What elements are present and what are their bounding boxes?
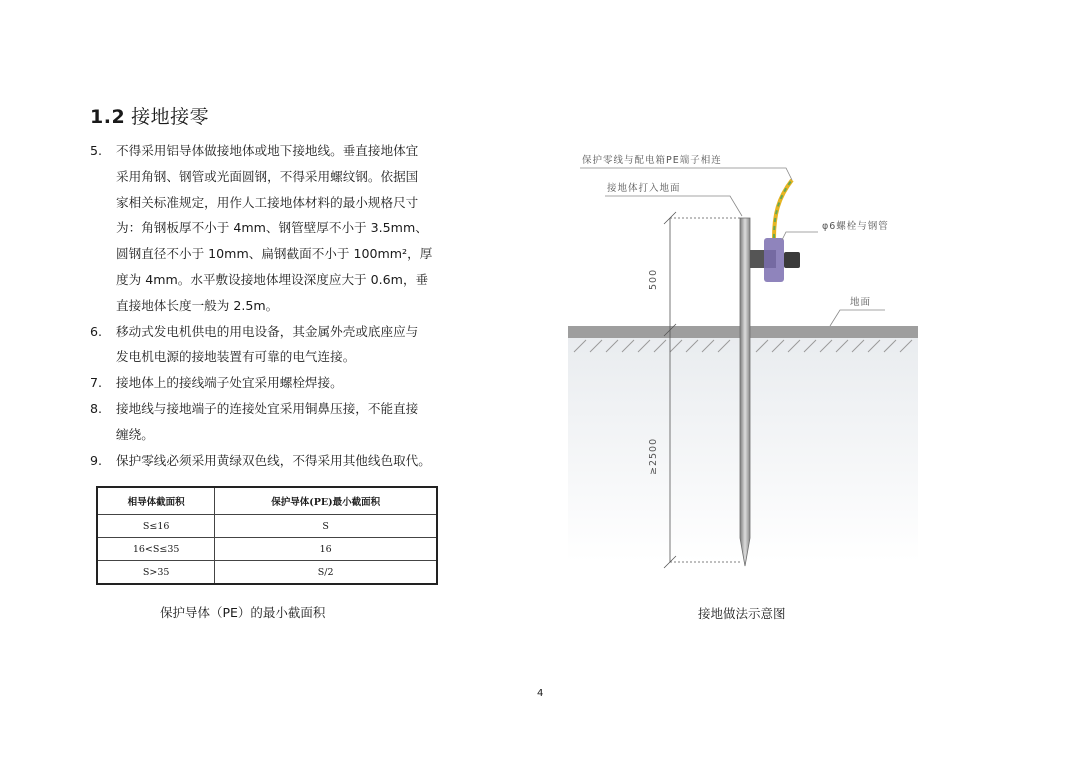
- pe-section-table: [96, 486, 438, 585]
- table-header-cell: 相导体截面积: [97, 487, 215, 515]
- section-number: 1.2: [90, 106, 126, 128]
- table-header-cell: 保护导体(PE)最小截面积: [215, 487, 437, 515]
- leader-line-pe: [580, 168, 792, 180]
- table-row: [97, 538, 437, 561]
- table-header-row: [97, 487, 437, 515]
- list-item: 8. 接地线与接地端子的连接处宜采用铜鼻压接，不能直接 缠绕。: [90, 400, 419, 442]
- diagram-caption: 接地做法示意图: [698, 606, 786, 621]
- leader-line-ground: [830, 310, 885, 326]
- list-item: 7. 接地体上的接线端子处宜采用螺栓焊接。: [90, 375, 343, 391]
- section-title: 接地接零: [131, 106, 210, 128]
- grounding-diagram: [560, 140, 930, 580]
- table-cell: S>35: [97, 561, 215, 585]
- dim-500: 500: [648, 268, 659, 290]
- leader-line-rod: [605, 196, 742, 216]
- label-pe-connect: 保护零线与配电箱PE端子相连: [582, 155, 722, 166]
- list-item: 6. 移动式发电机供电的用电设备，其金属外壳或底座应与 发电机电源的接地装置有可靠的电气连接。: [90, 323, 419, 365]
- dim-2500: ≥2500: [648, 437, 659, 475]
- pe-wire: [774, 180, 792, 238]
- table-row: [97, 561, 437, 585]
- bolt-head: [784, 252, 800, 268]
- section-heading: [90, 102, 209, 129]
- leader-line-bolt: [782, 232, 818, 240]
- table-cell: S≤16: [97, 515, 215, 538]
- table-cell: S: [215, 515, 437, 538]
- list-item: 5. 不得采用铝导体做接地体或地下接地线。垂直接地体宜 采用角钢、钢管或光面圆钢，不得采用螺纹钢。依据国 家相关标准规定，用作人工接地体材料的最小规格尺寸 为：角钢板厚不小于 4mm、钢管壁厚不小于 3.5mm、 圆钢直径不小于 10mm、扁钢截面不小于 100mm²，厚 度为 4mm。水平敷设接地体埋设深度应大于 0.6m，垂 直接地体长度一般为 2.5m。: [90, 143, 433, 313]
- list-item: 9. 保护零线必须采用黄绿双色线，不得采用其他线色取代。: [90, 452, 431, 468]
- table-row: [97, 515, 437, 538]
- label-rod-into-ground: 接地体打入地面: [607, 183, 681, 194]
- table-cell: 16<S≤35: [97, 538, 215, 561]
- table-cell: 16: [215, 538, 437, 561]
- clamp-body: [764, 238, 784, 282]
- table-caption: 保护导体（PE）的最小截面积: [160, 605, 326, 620]
- table-cell: S/2: [215, 561, 437, 585]
- page-number: 4: [537, 688, 544, 699]
- label-ground: 地面: [850, 297, 872, 308]
- ground-rod: [740, 218, 750, 566]
- requirements-list: [90, 138, 455, 473]
- label-bolt: φ6螺栓与钢管: [822, 221, 889, 232]
